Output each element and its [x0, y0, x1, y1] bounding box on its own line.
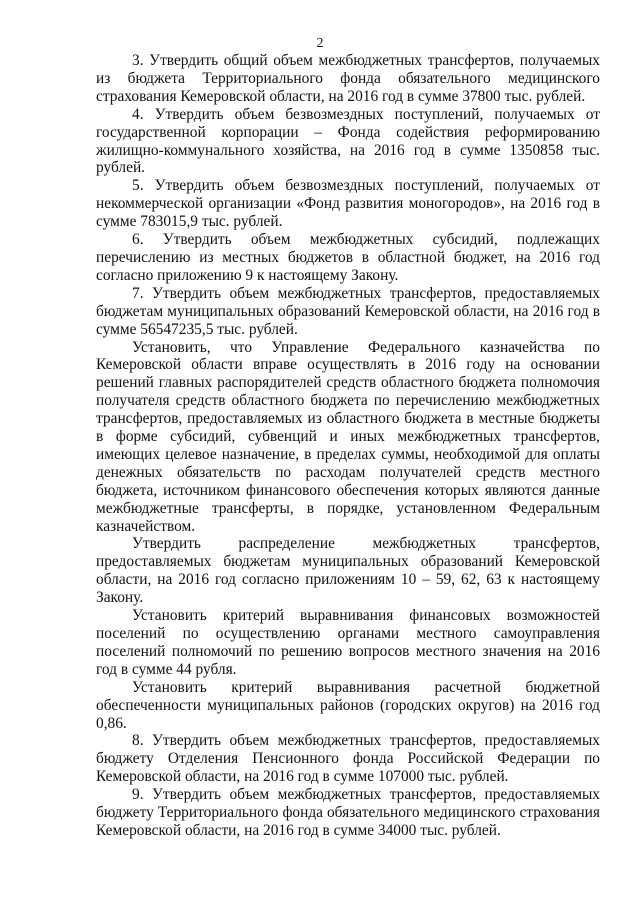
- document-body: [96, 52, 600, 840]
- paragraph-transfer-distribution: Утвердить распределение межбюджетных трансфертов, предоставляемых бюджетам муниципальных образований Кемеровской области, на 2016 год согласно приложениям 10 – 59, 62, 63 к настоящему Закону.: [96, 535, 600, 607]
- paragraph-district-criterion: Установить критерий выравнивания расчетной бюджетной обеспеченности муниципальных районов (городских округов) на 2016 год 0,86.: [96, 678, 600, 732]
- page-number: 2: [316, 36, 324, 51]
- paragraph-item-5: 5. Утвердить объем безвозмездных поступлений, получаемых от некоммерческой организации «Фонд развития моногородов», на 2016 год в сумме 783015,9 тыс. рублей.: [96, 177, 600, 231]
- paragraph-item-3: 3. Утвердить общий объем межбюджетных трансфертов, получаемых из бюджета Территориального фонда обязательного медицинского страхования Кемеровской области, на 2016 год в сумме 37800 тыс. рублей.: [96, 52, 600, 105]
- paragraph-settlement-criterion: Установить критерий выравнивания финансовых возможностей поселений по осуществлению органами местного самоуправления поселений полномочий по решению вопросов местного значения на 2016 год в сумме 44 рубля.: [96, 607, 600, 678]
- paragraph-item-7: 7. Утвердить объем межбюджетных трансфертов, предоставляемых бюджетам муниципальных образований Кемеровской области, на 2016 год в сумме 56547235,5 тыс. рублей.: [96, 284, 600, 338]
- paragraph-item-4: 4. Утвердить объем безвозмездных поступлений, получаемых от государственной корпорации – Фонда содействия реформированию жилищно-коммунального хозяйства, на 2016 год в сумме 1350858 тыс. рублей.: [96, 105, 600, 177]
- paragraph-item-6: 6. Утвердить объем межбюджетных субсидий, подлежащих перечислению из местных бюджетов в областной бюджет, на 2016 год согласно приложению 9 к настоящему Закону.: [96, 231, 600, 284]
- paragraph-treasury-authority: Установить, что Управление Федерального казначейства по Кемеровской области вправе осуществлять в 2016 году на основании решений главных распорядителей средств областного бюджета полномочия получателя средств областного бюджета по перечислению межбюджетных трансфертов, предоставляемых из областного бюджета в местные бюджеты в форме субсидий, субвенций и иных межбюджетных трансфертов, имеющих целевое назначение, в пределах суммы, необходимой для оплаты денежных обязательств по расходам получателей средств местного бюджета, источником финансового обеспечения которых являются данные межбюджетные трансферты, в порядке, установленном Федеральным казначейством.: [96, 338, 600, 535]
- paragraph-item-9: 9. Утвердить объем межбюджетных трансфертов, предоставляемых бюджету Территориального фонда обязательного медицинского страхования Кемеровской области, на 2016 год в сумме 34000 тыс. рублей.: [96, 786, 600, 839]
- paragraph-item-8: 8. Утвердить объем межбюджетных трансфертов, предоставляемых бюджету Отделения Пенсионного фонда Российской Федерации по Кемеровской области, на 2016 год в сумме 107000 тыс. рублей.: [96, 732, 600, 786]
